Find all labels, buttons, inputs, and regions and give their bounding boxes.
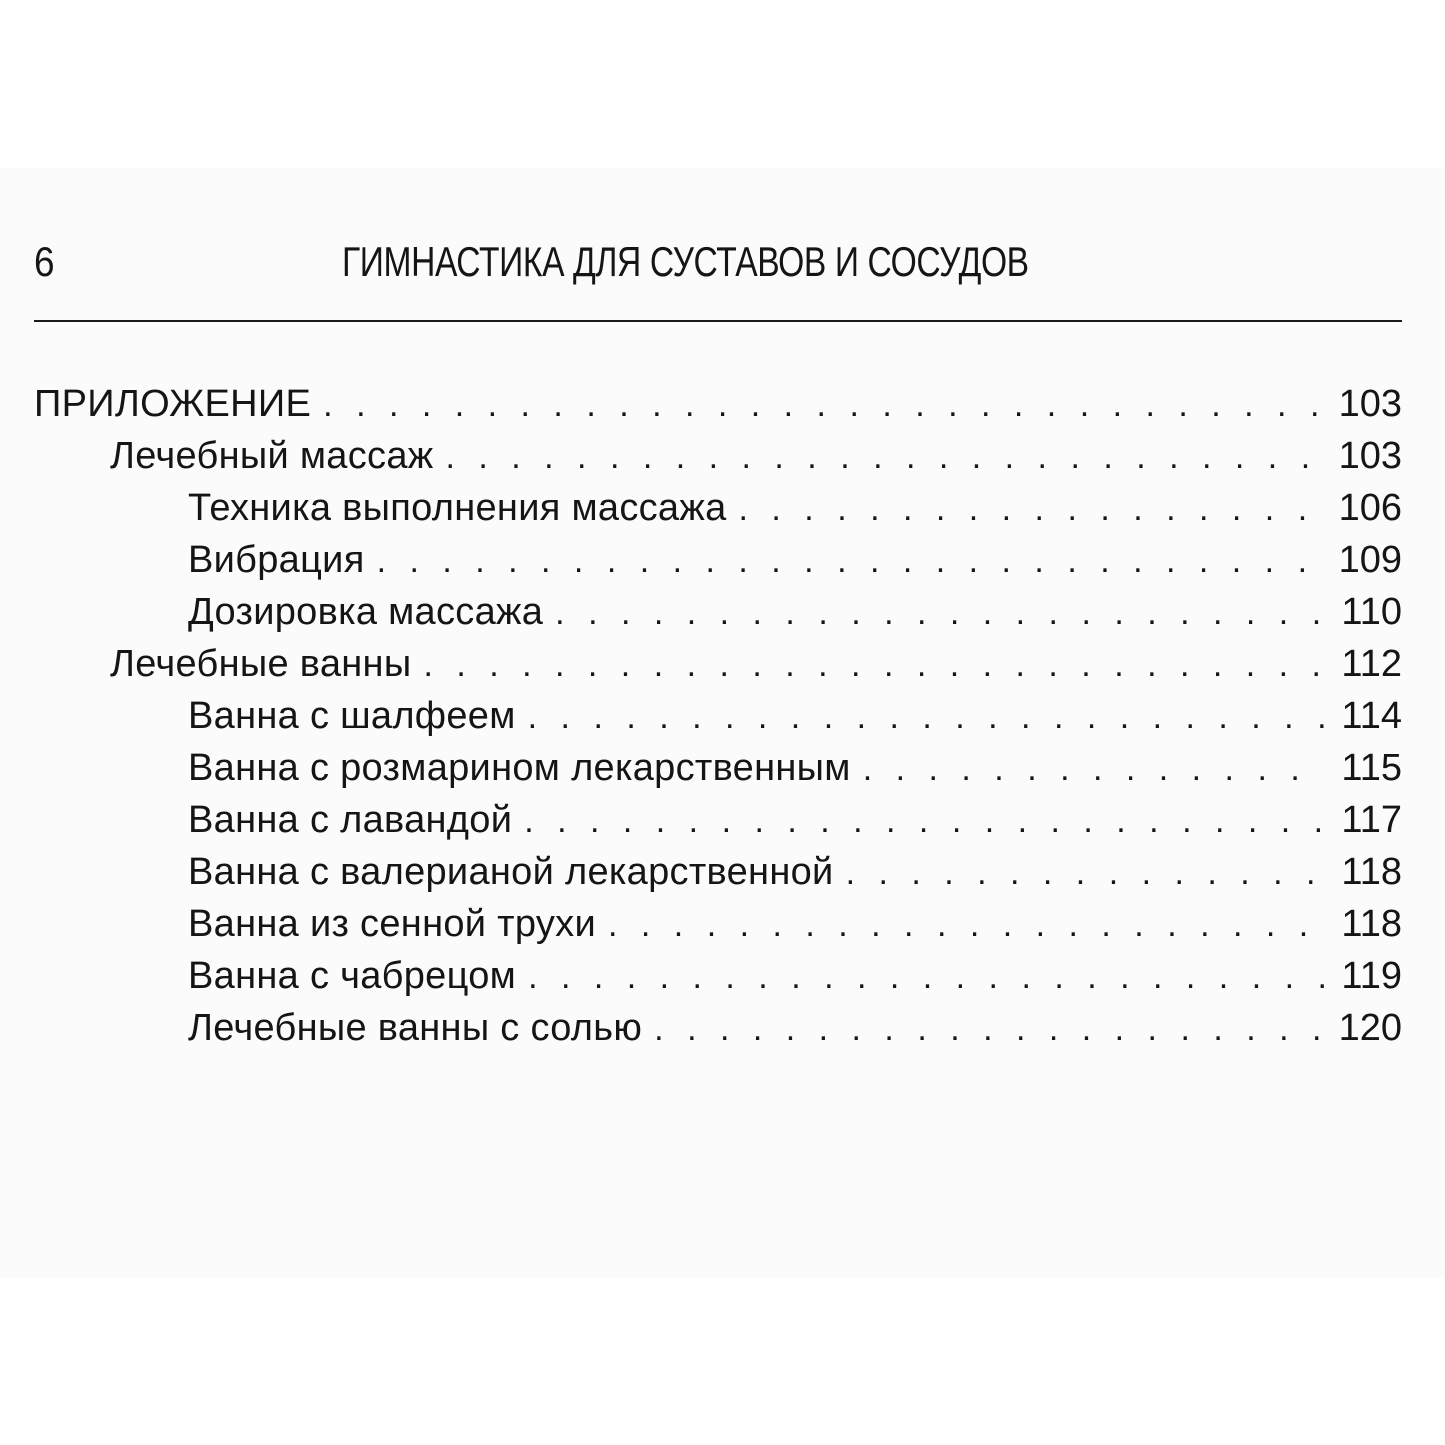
toc-entry <box>34 638 1402 690</box>
toc-entry <box>34 534 1402 586</box>
toc-dot-leader <box>445 431 1324 483</box>
toc-entry-title: Вибрация <box>188 539 365 581</box>
table-of-contents <box>34 378 1402 1054</box>
toc-entry-page: 118 <box>1341 903 1402 945</box>
toc-dot-leader <box>654 1003 1324 1055</box>
toc-entry-page: 117 <box>1341 799 1402 841</box>
toc-entry-page: 106 <box>1338 487 1402 529</box>
toc-entry-page: 119 <box>1341 955 1402 997</box>
toc-entry <box>34 690 1402 742</box>
toc-entry <box>34 742 1402 794</box>
toc-entry-title: ПРИЛОЖЕНИЕ <box>34 383 312 425</box>
toc-entry-title: Ванна из сенной трухи <box>188 903 597 945</box>
toc-dot-leader <box>739 483 1324 535</box>
toc-entry <box>34 586 1402 638</box>
toc-entry <box>34 794 1402 846</box>
toc-dot-leader <box>608 899 1324 951</box>
toc-entry-title: Лечебные ванны <box>110 643 412 685</box>
toc-entry <box>34 482 1402 534</box>
toc-dot-leader <box>524 795 1324 847</box>
toc-entry-page: 120 <box>1338 1007 1402 1049</box>
page-number: 6 <box>34 238 55 285</box>
toc-entry-title: Ванна с шалфеем <box>188 695 516 737</box>
toc-entry-title: Лечебный массаж <box>110 435 434 477</box>
toc-entry-title: Техника выполнения массажа <box>188 487 727 529</box>
toc-entry <box>34 430 1402 482</box>
toc-entry-page: 109 <box>1338 539 1402 581</box>
running-title: ГИМНАСТИКА ДЛЯ СУСТАВОВ И СОСУДОВ <box>342 238 1029 285</box>
toc-dot-leader <box>323 379 1324 431</box>
page-header <box>34 238 1402 298</box>
header-rule <box>34 320 1402 322</box>
toc-entry-title: Ванна с лавандой <box>188 799 513 841</box>
toc-entry-page: 115 <box>1341 747 1402 789</box>
toc-dot-leader <box>377 535 1324 587</box>
toc-entry <box>34 898 1402 950</box>
toc-dot-leader <box>863 743 1324 795</box>
toc-entry-title: Ванна с розмарином лекарственным <box>188 747 851 789</box>
toc-entry <box>34 846 1402 898</box>
toc-entry-page: 110 <box>1341 591 1402 633</box>
toc-entry-page: 103 <box>1338 435 1402 477</box>
toc-entry-title: Дозировка массажа <box>188 591 544 633</box>
toc-entry-page: 112 <box>1341 643 1402 685</box>
toc-dot-leader <box>846 847 1324 899</box>
toc-dot-leader <box>423 639 1324 691</box>
toc-dot-leader <box>528 951 1324 1003</box>
toc-entry <box>34 378 1402 430</box>
toc-entry-page: 118 <box>1341 851 1402 893</box>
toc-entry <box>34 1002 1402 1054</box>
toc-entry <box>34 950 1402 1002</box>
toc-entry-title: Ванна с чабрецом <box>188 955 517 997</box>
toc-entry-page: 114 <box>1341 695 1402 737</box>
toc-dot-leader <box>555 587 1324 639</box>
toc-entry-page: 103 <box>1338 383 1402 425</box>
toc-dot-leader <box>528 691 1324 743</box>
toc-entry-title: Лечебные ванны с солью <box>188 1007 643 1049</box>
toc-entry-title: Ванна с валерианой лекарственной <box>188 851 834 893</box>
